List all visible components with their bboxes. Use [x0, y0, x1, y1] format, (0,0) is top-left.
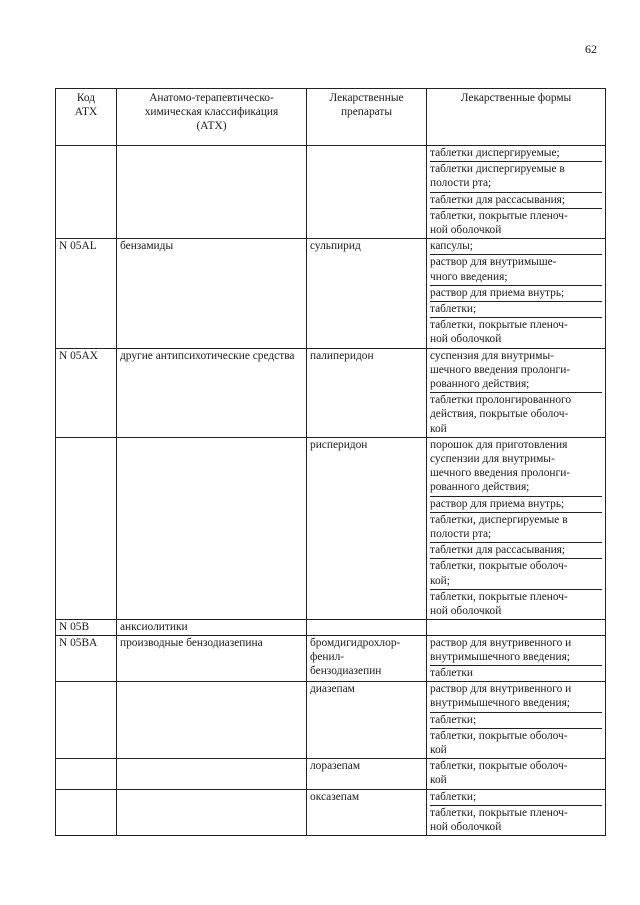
dosage-form — [430, 239, 602, 254]
drug-name-line: диазепам — [310, 683, 355, 696]
dosage-form — [430, 759, 602, 788]
dosage-form-line: таблетки для рассасывания; — [430, 193, 566, 206]
forms-cell — [427, 239, 606, 348]
dosage-form — [430, 665, 602, 681]
atx-classification-cell — [117, 682, 307, 759]
dosage-form-line: таблетки для рассасывания; — [430, 544, 566, 557]
dosage-form-line: шечного введения пролонги- — [430, 467, 571, 480]
forms-cell — [427, 437, 606, 619]
table-row — [56, 635, 606, 682]
header-forms — [427, 89, 606, 146]
dosage-form-line: таблетки, покрытые пленоч- — [430, 319, 568, 332]
dosage-form-line: таблетки; — [430, 713, 477, 726]
forms-cell — [427, 635, 606, 682]
dosage-form-line: таблетки диспергируемые в — [430, 163, 565, 176]
dosage-form-line: таблетки, покрытые пленоч- — [430, 806, 568, 819]
drug-name-line: оксазепам — [310, 790, 360, 803]
drug-cell — [307, 789, 427, 836]
dosage-form-line: ной оболочкой — [430, 820, 502, 833]
dosage-form-line: ной оболочкой — [430, 333, 502, 346]
dosage-form — [430, 192, 602, 208]
atx-classification-cell — [117, 759, 307, 789]
drug-cell — [307, 759, 427, 789]
table-row — [56, 620, 606, 635]
atx-code-cell — [56, 682, 117, 759]
atx-classification-cell — [117, 789, 307, 836]
drug-name-line: палиперидон — [310, 349, 374, 362]
dosage-form-line: внутримышечного введения; — [430, 650, 570, 663]
atx-code-cell: N 05AX — [56, 348, 117, 437]
dosage-form-line: таблетки, покрытые оболоч- — [430, 560, 568, 573]
header-forms-line: Лекарственные формы — [460, 92, 572, 104]
dosage-form-line: кой — [430, 743, 447, 756]
drug-name-line: рисперидон — [310, 438, 368, 451]
dosage-form-line: внутримышечного введения; — [430, 697, 570, 710]
dosage-form-line: таблетки, покрытые пленоч- — [430, 590, 568, 603]
dosage-form — [430, 728, 602, 758]
header-drugs-line: препараты — [340, 106, 393, 119]
header-drugs — [307, 89, 427, 146]
dosage-form — [430, 161, 602, 191]
header-code-line: АТХ — [74, 106, 98, 119]
atx-classification-cell: другие антипсихотические средства — [117, 348, 307, 437]
dosage-form — [430, 285, 602, 301]
dosage-form — [430, 682, 602, 711]
page-number: 62 — [585, 42, 597, 56]
table-row — [56, 759, 606, 789]
atx-classification-cell: производные бензодиазепина — [117, 635, 307, 682]
dosage-form-line: ной оболочкой — [430, 224, 502, 237]
dosage-form-line: действия, покрытые оболоч- — [430, 408, 569, 421]
forms-cell — [427, 348, 606, 437]
dosage-form-line: суспензия для внутримы- — [430, 349, 554, 362]
drug-name-line: лоразепам — [310, 760, 361, 773]
dosage-form — [430, 558, 602, 588]
dosage-form-line: таблетки пролонгированного — [430, 394, 572, 407]
table-row — [56, 348, 606, 437]
dosage-form — [430, 301, 602, 317]
drug-cell — [307, 635, 427, 682]
dosage-form-line: таблетки диспергируемые; — [430, 147, 560, 159]
atx-code-cell — [56, 146, 117, 239]
dosage-form-line: ной оболочкой — [430, 605, 502, 618]
atx-classification-cell — [117, 146, 307, 239]
dosage-form — [430, 790, 602, 805]
drug-name-line: сульпирид — [310, 240, 361, 253]
dosage-form-line: таблетки, диспергируемые в — [430, 513, 568, 526]
table-row — [56, 239, 606, 348]
dosage-form-line: раствор для внутримыше- — [430, 256, 557, 269]
forms-cell — [427, 620, 606, 635]
header-classification-line: (АТХ) — [196, 120, 227, 133]
dosage-form — [430, 438, 602, 496]
drug-name-line: фенил- — [310, 650, 345, 663]
table-row — [56, 789, 606, 836]
dosage-form-line: рованного действия; — [430, 378, 530, 391]
atx-table — [55, 88, 606, 836]
dosage-form-line: полости рта; — [430, 528, 492, 541]
drug-name-line: бензодиазепин — [310, 664, 382, 677]
forms-cell — [427, 759, 606, 789]
dosage-form-line: рованного действия; — [430, 481, 530, 494]
dosage-form — [430, 496, 602, 512]
table-body — [56, 146, 606, 836]
dosage-form — [430, 349, 602, 393]
atx-classification-cell: анксиолитики — [117, 620, 307, 635]
table-row — [56, 682, 606, 759]
atx-code-cell — [56, 759, 117, 789]
dosage-form-line: раствор для приема внутрь; — [430, 286, 565, 299]
forms-cell — [427, 789, 606, 836]
atx-code-cell: N 05AL — [56, 239, 117, 348]
dosage-form-line: таблетки, покрытые оболоч- — [430, 729, 568, 742]
table-header-row — [56, 89, 606, 146]
dosage-form — [430, 636, 602, 665]
atx-code-cell — [56, 789, 117, 836]
dosage-form — [430, 146, 602, 161]
header-classification-line: Анатомо-терапевтическо- — [149, 92, 274, 104]
dosage-form — [430, 589, 602, 619]
dosage-form — [430, 392, 602, 437]
atx-classification-cell: бензамиды — [117, 239, 307, 348]
atx-code-cell: N 05B — [56, 620, 117, 635]
dosage-form — [430, 317, 602, 347]
atx-code-cell: N 05BA — [56, 635, 117, 682]
dosage-form-line: кой — [430, 422, 447, 435]
dosage-form — [430, 712, 602, 728]
dosage-form-line: раствор для приема внутрь; — [430, 497, 565, 510]
dosage-form-line: шечного введения пролонги- — [430, 363, 571, 376]
forms-cell — [427, 682, 606, 759]
dosage-form-line: порошок для приготовления — [430, 438, 568, 451]
dosage-form — [430, 208, 602, 238]
dosage-form-line: раствор для внутривенного и — [430, 636, 572, 649]
dosage-form — [430, 805, 602, 835]
dosage-form-line: чного введения; — [430, 270, 508, 283]
dosage-form-line: раствор для внутривенного и — [430, 683, 572, 696]
table-row — [56, 146, 606, 239]
forms-cell — [427, 146, 606, 239]
atx-code-cell — [56, 437, 117, 619]
drug-cell — [307, 146, 427, 239]
dosage-form-line: таблетки, покрытые пленоч- — [430, 209, 568, 222]
dosage-form — [430, 254, 602, 284]
drug-cell — [307, 682, 427, 759]
drug-cell — [307, 348, 427, 437]
drug-cell — [307, 437, 427, 619]
header-classification-line: химическая классификация — [144, 106, 279, 119]
dosage-form-line: кой — [430, 774, 447, 787]
header-drugs-line: Лекарственные — [329, 92, 404, 104]
dosage-form-line: полости рта; — [430, 177, 492, 190]
dosage-form — [430, 542, 602, 558]
header-classification — [117, 89, 307, 146]
header-code-line: Код — [76, 92, 96, 104]
table-row — [56, 437, 606, 619]
dosage-form — [430, 512, 602, 542]
drug-cell — [307, 620, 427, 635]
dosage-form-line: таблетки; — [430, 303, 477, 316]
dosage-form-line: кой; — [430, 574, 450, 587]
dosage-form-line: таблетки — [430, 666, 474, 679]
dosage-form-line: таблетки, покрытые оболоч- — [430, 760, 568, 773]
drug-cell — [307, 239, 427, 348]
header-code — [56, 89, 117, 146]
drug-name-line: бромдигидрохлор- — [310, 636, 401, 649]
dosage-form-line: таблетки; — [430, 790, 477, 803]
dosage-form-line: капсулы; — [430, 240, 473, 253]
atx-classification-cell — [117, 437, 307, 619]
dosage-form-line: суспензии для внутримы- — [430, 453, 555, 466]
